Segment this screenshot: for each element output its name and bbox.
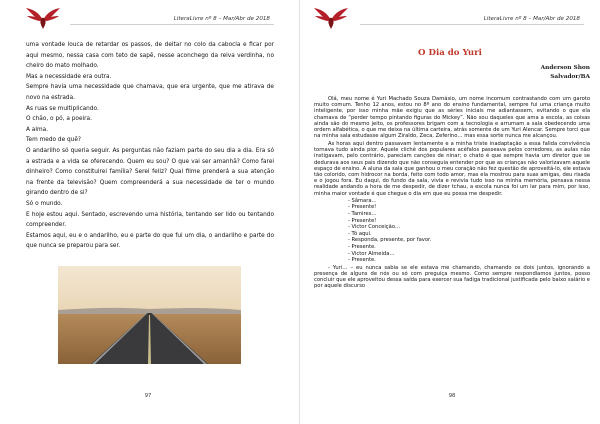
dialogue-line: - Sâmara… <box>348 197 377 204</box>
paragraph: O andarilho só queria seguir. As perguntas não faziam parte do seu dia a dia. Era só a estrada e a vida se oferecendo. Quem eu sou? O que vai ser amanhã? Como farei dinheiro? Como constituirei família? Serei feliz? Qual filme prenderá a sua atenção na frente da televisão? Quem compreenderá a sua necessidade de ter o mundo girando dentro de si? <box>26 147 274 197</box>
magazine-header: LiteraLivre nº 8 – Mar/Abr de 2018 <box>360 14 584 25</box>
author-place: Salvador/BA <box>550 74 590 81</box>
dialogue-line: - Victor Almeida… <box>348 250 395 257</box>
paragraph: E hoje estou aqui. Sentado, escrevendo uma história, tentando ser lido ou tentando compreender. <box>26 211 274 229</box>
right-body-text <box>314 96 590 290</box>
paragraph: Estamos aqui, eu e o andarilho, eu e parte do que fui um dia, o andarilho e parte do que nunca se preparou para ser. <box>26 232 274 250</box>
right-page <box>300 0 600 424</box>
dialogue-line: - Tô aqui. <box>348 230 372 237</box>
paragraph: uma vontade louca de retardar os passos, de deitar no colo da cabocla e ficar por aqui mesmo, nessa casa com teto de sapê, nesse aconchego da relva verdinha, no cheiro do mato molhado. <box>26 42 274 70</box>
paragraph: Só o mundo. <box>26 200 63 207</box>
author-credit <box>541 64 590 82</box>
page-number: 98 <box>448 393 456 399</box>
dialogue-line: - Victor Conceição… <box>348 224 401 231</box>
paragraph: Tem medo de quê? <box>26 137 81 144</box>
paragraph: As horas aqui dentro passavam lentamente e a minha triste inadaptação a essa falida convivência tornava tudo ainda pior. Aquele clichê dos populares acéfalos passeava pelos corredores, as aulas não instigavam, pelo contrário, pareciam canções de ninar; o chato é que sempre havia um diretor que se dedurava aos seus pais dizendo que não conseguia entender por que as crianças não valorizavam aquele espaço de ensino. A aluna da sala que ganhou o meu coração não fez questão de aproveitá-lo, ele estava tão colorido, com hidrocor na borda, feito com todo amor, mas ela mostrou para suas amigas, deu risada e o jogou fora. Eu daqui, do fundo da sala, vivia e revivia tudo isso na minha memória, pensava nessa realidade andando a hora de me despedir, de dizer tchau, a escola nunca foi um lar para mim, por isso, minha maior vontade é que chegue o dia em que eu possa me despedir. <box>314 140 590 197</box>
paragraph: As ruas se multiplicando. <box>26 105 99 112</box>
road-photo <box>58 266 241 364</box>
winged-bird-icon <box>26 7 60 29</box>
dialogue-line: - Presente. <box>348 257 376 264</box>
story-title: O Dia do Yuri <box>418 48 482 58</box>
paragraph: Sempre havia uma necessidade que chamava, que era urgente, que me atirava de novo na estrada. <box>26 84 274 101</box>
paragraph: O chão, o pó, a poeira. <box>26 116 92 123</box>
left-body-text <box>26 40 274 252</box>
magazine-header: LiteraLivre nº 8 – Mar/Abr de 2018 <box>70 14 274 25</box>
winged-bird-icon <box>314 7 348 29</box>
dialogue-line: - Presente. <box>348 243 376 250</box>
page-number: 97 <box>144 393 152 399</box>
paragraph: A alma. <box>26 126 49 133</box>
paragraph: Olá, meu nome é Yuri Machado Souza Damásio, um nome incomum contrastando com um garoto muito comum. Tenho 12 anos, estou no 8º ano do ensino fundamental, sempre fui uma criança muito inteligente, por isso minha mãe exigiu que as séries iniciais me adiantassem, evitando o que ela chamava de “perder tempo pintando figuras do Mickey”. Não sou daqueles que ama a escola, as coisas ainda são do mesmo jeito, os professores brigam com a tecnologia e arrumam a sala obedecendo uma ordem alfabética, o que me deixa na última carteira, atrás somente de um Yuri Alencar. Sempre torci que na minha sala estudasse algum Ziraldo, Zeca, Zeferino… mas essa sorte nunca me alcançou. <box>314 96 590 140</box>
dialogue-line: - Tamires… <box>348 210 377 217</box>
paragraph: Mas a necessidade era outra. <box>26 73 112 80</box>
dialogue-line: - Presente! <box>348 204 377 211</box>
author-name: Anderson Shon <box>540 65 590 71</box>
dialogue-line: - Presente! <box>348 217 377 224</box>
dialogue-line: - Responda, presente, por favor. <box>348 237 432 244</box>
roll-call-dialogue <box>314 198 590 264</box>
paragraph: - Yuri… – eu nunca sabia se ele estava me chamando, chamando os dois juntos, ignorando a presença de alguns de nós ou só com preguiça mesmo. Como sempre respondíamos juntos, posso concluir que ele aproveitou dessa saída para exercer sua fadiga tradicional justificada pelo baixo salário e por aquele discurso <box>314 264 590 290</box>
